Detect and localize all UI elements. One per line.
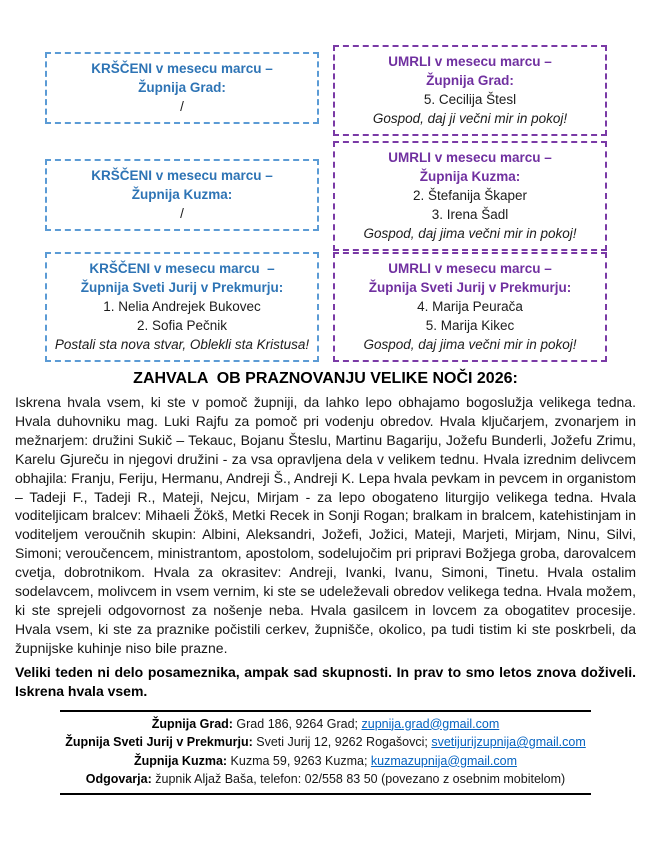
box-subtitle: Župnija Sveti Jurij v Prekmurju: [368,280,572,295]
box-krsceni-grad [45,52,319,124]
box-entry: 2. Sofia Pečnik [136,318,228,333]
box-title: UMRLI v mesecu marcu – [388,261,552,276]
box-subtitle: Župnija Grad: [426,73,514,88]
box-umrli-sveti-jurij [333,252,607,362]
parish-grad-address: Grad 186, 9264 Grad; [232,716,362,731]
box-entry: / [180,99,184,114]
footer-line-kuzma [60,752,591,771]
parish-grad-label: Župnija Grad: [151,716,233,731]
thanksgiving-paragraph: Iskrena hvala vsem, ki ste v pomoč župniji, da lahko lepo obhajamo bogoslužja velikega tedna. Hvala duhovniku mag. Luki Rajfu za pomoč pri vodenju obredov. Hvala ključarjem, zvonarjem in mežnarjem: družini Sukič – Tekauc, Bojanu Šteslu, Martinu Bagariju, Jožefu Bunderli, Jožefu Zrimu, Karelu Gjureču in njegovi družini - za vsa opravljena dela v velikem tednu. Hvala izrednim delivcem obhajila: Franju, Feriju, Hermanu, Andreji Š., Andreji K. Lepa hvala pevkam in pevcem in organistom – Tadeji F., Tadeji R., Mateji, Nejcu, Mirjam - za lepo obogateno liturgijo velikega tedna. Hvala voditeljicam bralcev: Mihaeli Žökš, Metki Recek in Sonji Rogan; bralkam in bralcem, katehistinjam in voditeljem veroučnih skupin: Albini, Aleksandri, Jožefi, Jožici, Mateji, Marjeti, Mirjam, Ninu, Silvi, Simoni; veroučencem, ministrantom, apostolom, sodelujočim pri pripravi Božjega groba, darovalcem cvetja, dobrotnikom. Hvala za okrasitev: Andreji, Ivanki, Ivanu, Simoni, Tinetu. Hvala ostalim sodelavcem, molivcem in vsem vernim, ki ste se udeleževali obredov velikega tedna. Hvala možem, ki ste sprejeli odgovornost za nošenje neba. Hvala gasilcem in lovcem za obogatitev procesije. Hvala vsem, ki ste za praznike počistili cerkev, župnišče, okolico, pa tudi tistim ki ste poskrbeli, da župnijske kuhinje niso bile prazne. [15,394,636,656]
box-entry: 4. Marija Peurača [417,299,523,314]
box-krsceni-kuzma [45,159,319,231]
box-title: UMRLI v mesecu marcu – [388,54,552,69]
parish-sveti-jurij-email-link[interactable]: svetijurijzupnija@gmail.com [431,735,586,749]
box-subtitle: Župnija Grad: [138,80,226,95]
box-entry: / [180,206,184,221]
box-entry: 5. Cecilija Štesl [423,92,517,107]
box-note: Gospod, daj jima večni mir in pokoj! [363,337,577,352]
sacraments-section [0,0,651,362]
box-title: UMRLI v mesecu marcu – [388,150,552,165]
parish-sveti-jurij-label: Župnija Sveti Jurij v Prekmurju: [65,735,253,749]
parish-grad-email-link[interactable]: zupnija.grad@gmail.com [361,716,500,731]
box-title: KRŠČENI v mesecu marcu – [89,261,275,276]
box-entry: 5. Marija Kikec [425,318,515,333]
box-note: Gospod, daj ji večni mir in pokoj! [372,111,568,126]
responsible-label: Odgovarja: [85,772,152,786]
box-umrli-kuzma [333,141,607,251]
box-umrli-grad [333,45,607,136]
box-krsceni-sveti-jurij [45,252,319,362]
parish-kuzma-email-link[interactable]: kuzmazupnija@gmail.com [370,753,517,768]
parish-kuzma-label: Župnija Kuzma: [134,753,228,768]
thanksgiving-heading: ZAHVALA OB PRAZNOVANJU VELIKE NOČI 2026: [133,370,518,387]
box-subtitle: Župnija Kuzma: [419,169,521,184]
box-note: Postali sta nova stvar, Oblekli sta Kristusa! [54,337,310,352]
box-entry: 3. Irena Šadl [431,207,509,222]
contact-footer [60,710,591,795]
box-subtitle: Župnija Kuzma: [131,187,233,202]
box-title: KRŠČENI v mesecu marcu – [91,168,273,183]
box-entry: 2. Štefanija Škaper [412,188,528,203]
box-note: Gospod, daj jima večni mir in pokoj! [363,226,577,241]
closing-statement: Veliki teden ni delo posameznika, ampak sad skupnosti. In prav to smo letos znova doživeli. Iskrena hvala vsem. [15,663,636,699]
footer-line-grad [60,715,591,734]
responsible-text: župnik Aljaž Baša, telefon: 02/558 83 50 (povezano z osebnim mobitelom) [151,772,566,786]
footer-line-responsible [60,770,591,789]
box-title: KRŠČENI v mesecu marcu – [91,61,273,76]
parish-kuzma-address: Kuzma 59, 9263 Kuzma; [227,753,371,768]
footer-line-sveti-jurij [60,733,591,752]
parish-sveti-jurij-address: Sveti Jurij 12, 9262 Rogašovci; [252,735,432,749]
box-subtitle: Župnija Sveti Jurij v Prekmurju: [80,280,284,295]
box-entry: 1. Nelia Andrejek Bukovec [103,299,261,314]
